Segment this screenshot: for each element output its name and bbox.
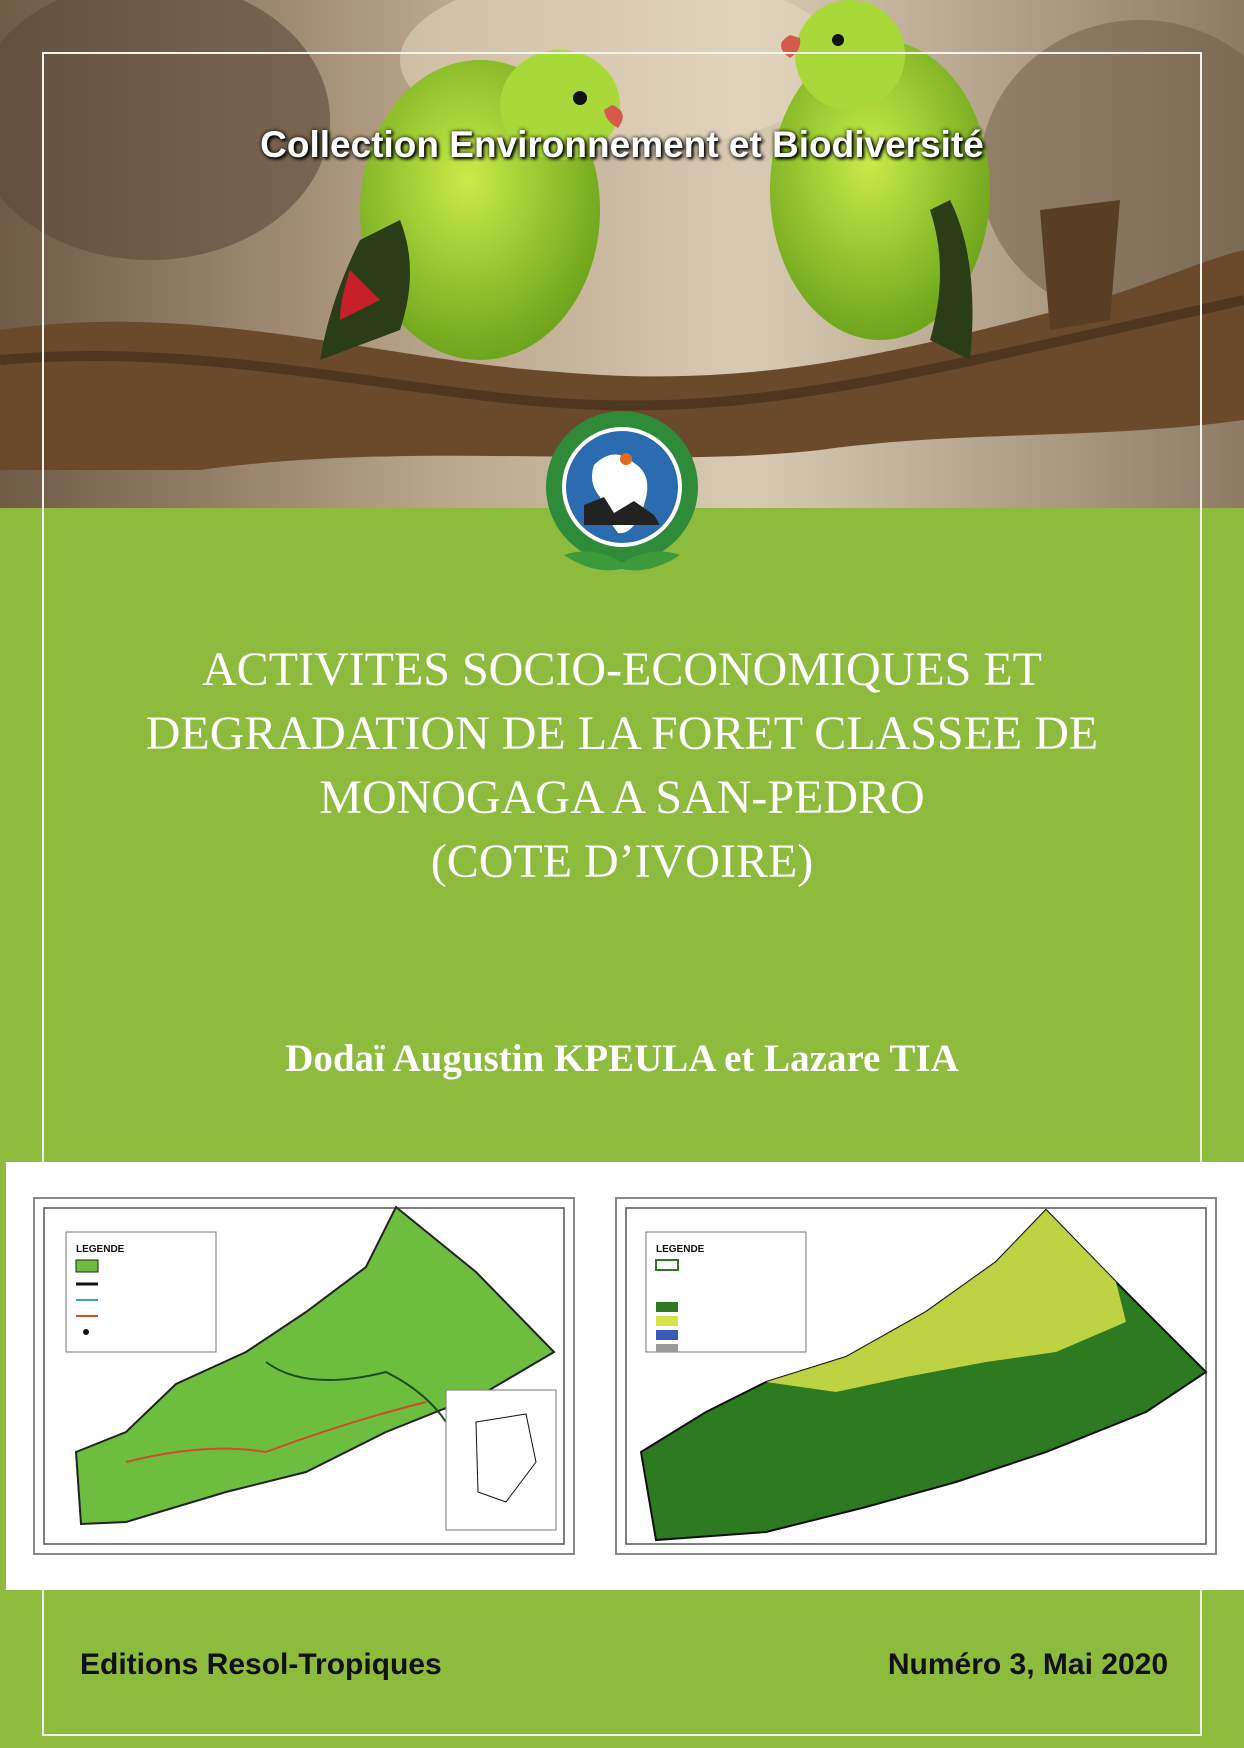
forest-maps xyxy=(6,1162,1244,1590)
title-line: ACTIVITES SOCIO-ECONOMIQUES ET xyxy=(202,643,1042,696)
title-line: DEGRADATION DE LA FORET CLASSEE DE xyxy=(145,707,1099,760)
book-title xyxy=(60,638,1184,894)
left-legend-title: LEGENDE xyxy=(76,1244,125,1255)
authors: Dodaï Augustin KPEULA et Lazare TIA xyxy=(285,1037,959,1080)
right-legend-title: LEGENDE xyxy=(656,1244,705,1255)
maps-panel xyxy=(6,1162,1244,1590)
title-line: (COTE D’IVOIRE) xyxy=(430,835,814,888)
collection-name: Collection Environnement et Biodiversité xyxy=(260,124,984,165)
georesbio-logo xyxy=(534,405,710,581)
publisher-name: Editions Resol-Tropiques xyxy=(80,1648,442,1681)
title-line: MONOGAGA A SAN-PEDRO xyxy=(319,771,925,824)
issue-number: Numéro 3, Mai 2020 xyxy=(887,1648,1168,1681)
